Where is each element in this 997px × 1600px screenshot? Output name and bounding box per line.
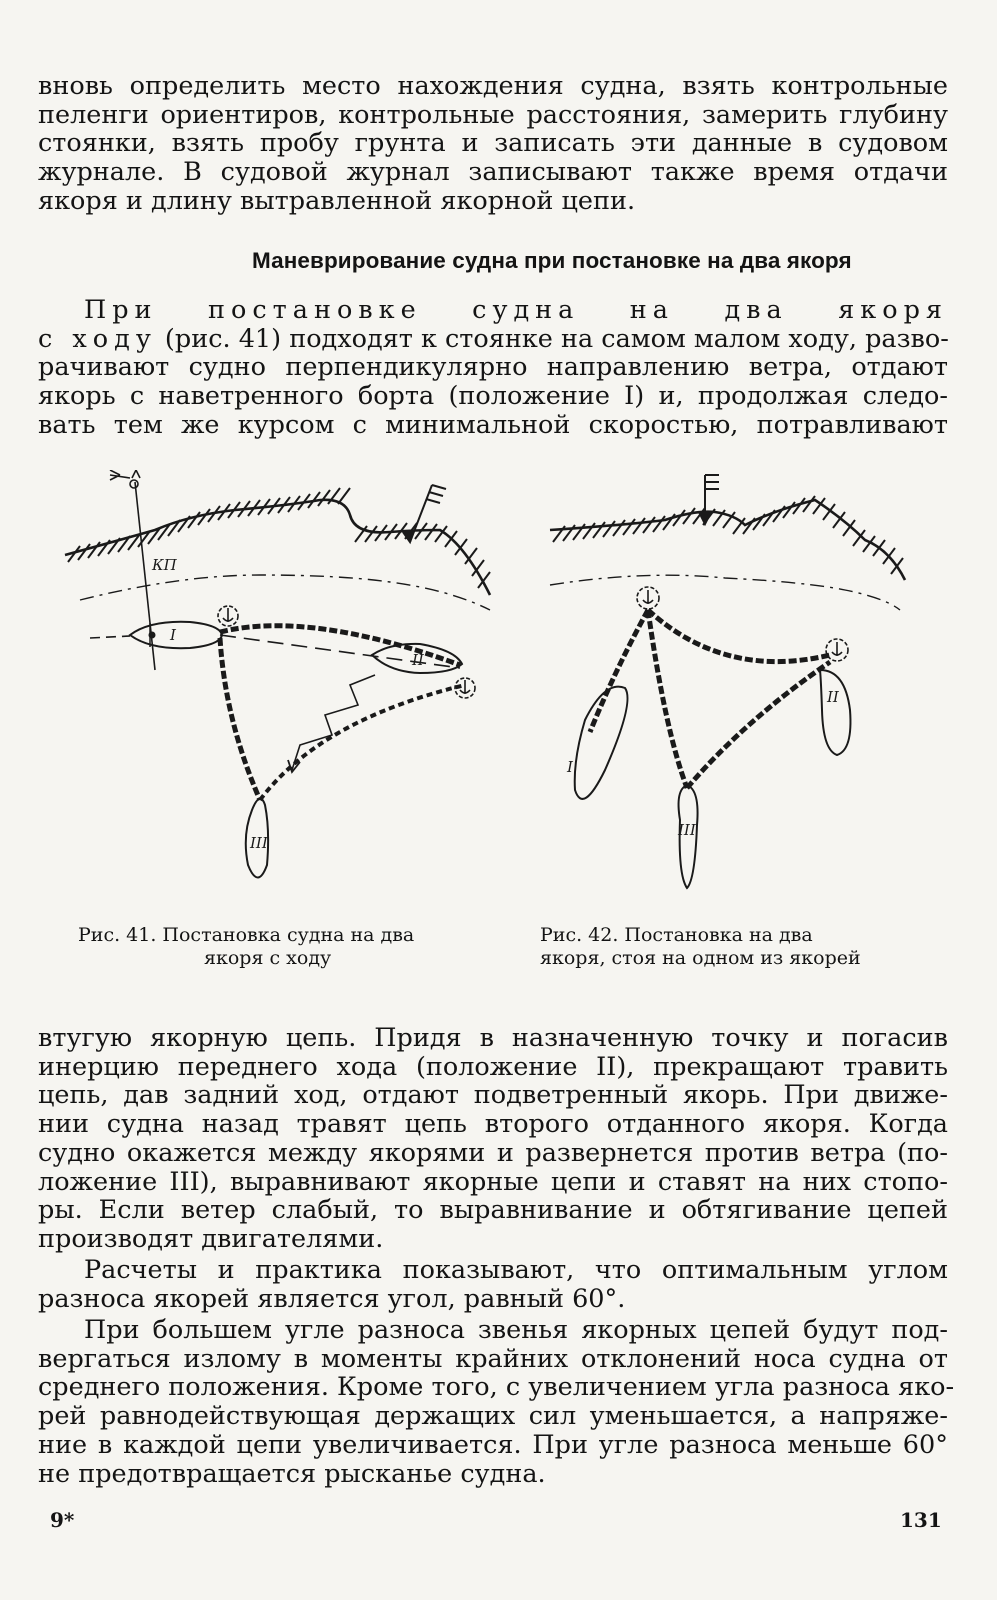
depth-contour [80, 575, 490, 610]
text-line: вергаться излому в моменты крайних отклонений носа судна от [38, 1343, 948, 1374]
figure-42-caption [540, 924, 861, 970]
page-number: 131 [900, 1508, 942, 1532]
text-line: якоря и длину вытравленной якорной цепи. [38, 185, 636, 216]
position-label-3: III [678, 821, 696, 839]
position-label-1: I [170, 626, 176, 644]
text-line: ложение III), выравнивают якорные цепи и ставят на них стопо- [38, 1166, 948, 1197]
depth-contour [550, 575, 900, 610]
text-line: судно окажется между якорями и развернется против ветра (по- [38, 1137, 948, 1168]
position-label-3: III [250, 834, 268, 852]
figure-42-diagram [545, 470, 925, 915]
anchor-chain [590, 610, 648, 732]
anchor-icon [218, 606, 238, 626]
caption-line: Рис. 41. Постановка судна на два [78, 924, 415, 946]
anchor-icon [637, 587, 659, 609]
paragraph-2 [38, 296, 948, 440]
text-line: якорь с наветренного борта (положение I) и, продолжая следо- [38, 381, 948, 412]
line-rest: (рис. 41) подходят к стоянке на самом малом ходу, разво- [156, 323, 949, 354]
text-line: разноса якорей является угол, равный 60°. [38, 1283, 626, 1314]
section-heading: Маневрирование судна при постановке на два якоря [252, 248, 852, 273]
caption-line: якоря с ходу [204, 947, 332, 969]
position-label-2: II [412, 651, 424, 669]
text-line: При большем угле разноса звенья якорных цепей будут под- [84, 1315, 948, 1345]
text-line: вновь определить место нахождения судна, взять контрольные [38, 71, 948, 101]
paragraph-1 [38, 72, 948, 216]
caption-line: Рис. 42. Постановка на два [540, 924, 813, 946]
figure-41-caption [78, 924, 414, 970]
text-line: стоянки, взять пробу грунта и записать эти данные в судовом [38, 128, 948, 159]
shoreline [550, 500, 905, 580]
anchor-chain [648, 610, 687, 788]
figure-41-diagram [60, 470, 510, 915]
spaced-lead-2: с ходу [38, 323, 157, 354]
ship-2 [820, 670, 850, 755]
text-line: цепь, дав задний ход, отдают подветренный якорь. При движе- [38, 1080, 948, 1111]
kp-label: КП [152, 556, 177, 574]
text-line: инерцию переднего хода (положение II), прекращают травить [38, 1051, 948, 1082]
text-line: журнале. В судовой журнал записывают также время отдачи [38, 157, 948, 188]
ship-1 [130, 622, 222, 648]
wind-arrow-icon [403, 485, 446, 542]
paragraph-3 [38, 1024, 948, 1254]
text-line: нии судна назад травят цепь второго отданного якоря. Когда [38, 1109, 948, 1140]
spaced-lead: При постановке судна на два якоря [84, 295, 948, 325]
ship-track [220, 635, 460, 668]
approach-course [90, 636, 130, 638]
position-label-2: II [827, 688, 839, 706]
text-line: ры. Если ветер слабый, то выравнивание и обтягивание цепей [38, 1195, 948, 1226]
text-line: среднего положения. Кроме того, с увеличением угла разноса яко- [38, 1372, 955, 1403]
wind-arrow-icon [699, 475, 719, 524]
shore-hatching [553, 496, 903, 574]
text-line: Расчеты и практика показывают, что оптимальным углом [84, 1255, 948, 1285]
text-line: ние в каждой цепи увеличивается. При угле разноса меньше 60° [38, 1429, 948, 1460]
transit-line [135, 482, 155, 670]
printer-signature: 9* [50, 1508, 75, 1532]
text-line: рачивают судно перпендикулярно направлению ветра, отдают [38, 352, 948, 383]
caption-line: якоря, стоя на одном из якорей [540, 947, 861, 969]
paragraph-5 [38, 1315, 955, 1489]
text-line: пеленги ориентиров, контрольные расстояния, замерить глубину [38, 99, 948, 130]
anchor-chain [220, 638, 260, 800]
text-line: рей равнодействующая держащих сил уменьшается, а напряже- [38, 1401, 948, 1432]
anchor-chain [260, 685, 465, 800]
paragraph-4 [38, 1256, 948, 1313]
anchor-chain [648, 610, 830, 662]
position-label-1: I [567, 758, 573, 776]
text-line [38, 325, 948, 354]
text-line: втугую якорную цепь. Придя в назначенную точку и погасив [38, 1023, 948, 1053]
text-line: вать тем же курсом с минимальной скоростью, потравливают [38, 409, 948, 440]
anchor-chain [687, 662, 830, 788]
text-line: не предотвращается рысканье судна. [38, 1458, 546, 1489]
text-line: производят двигателями. [38, 1223, 384, 1254]
text-line [38, 296, 948, 325]
